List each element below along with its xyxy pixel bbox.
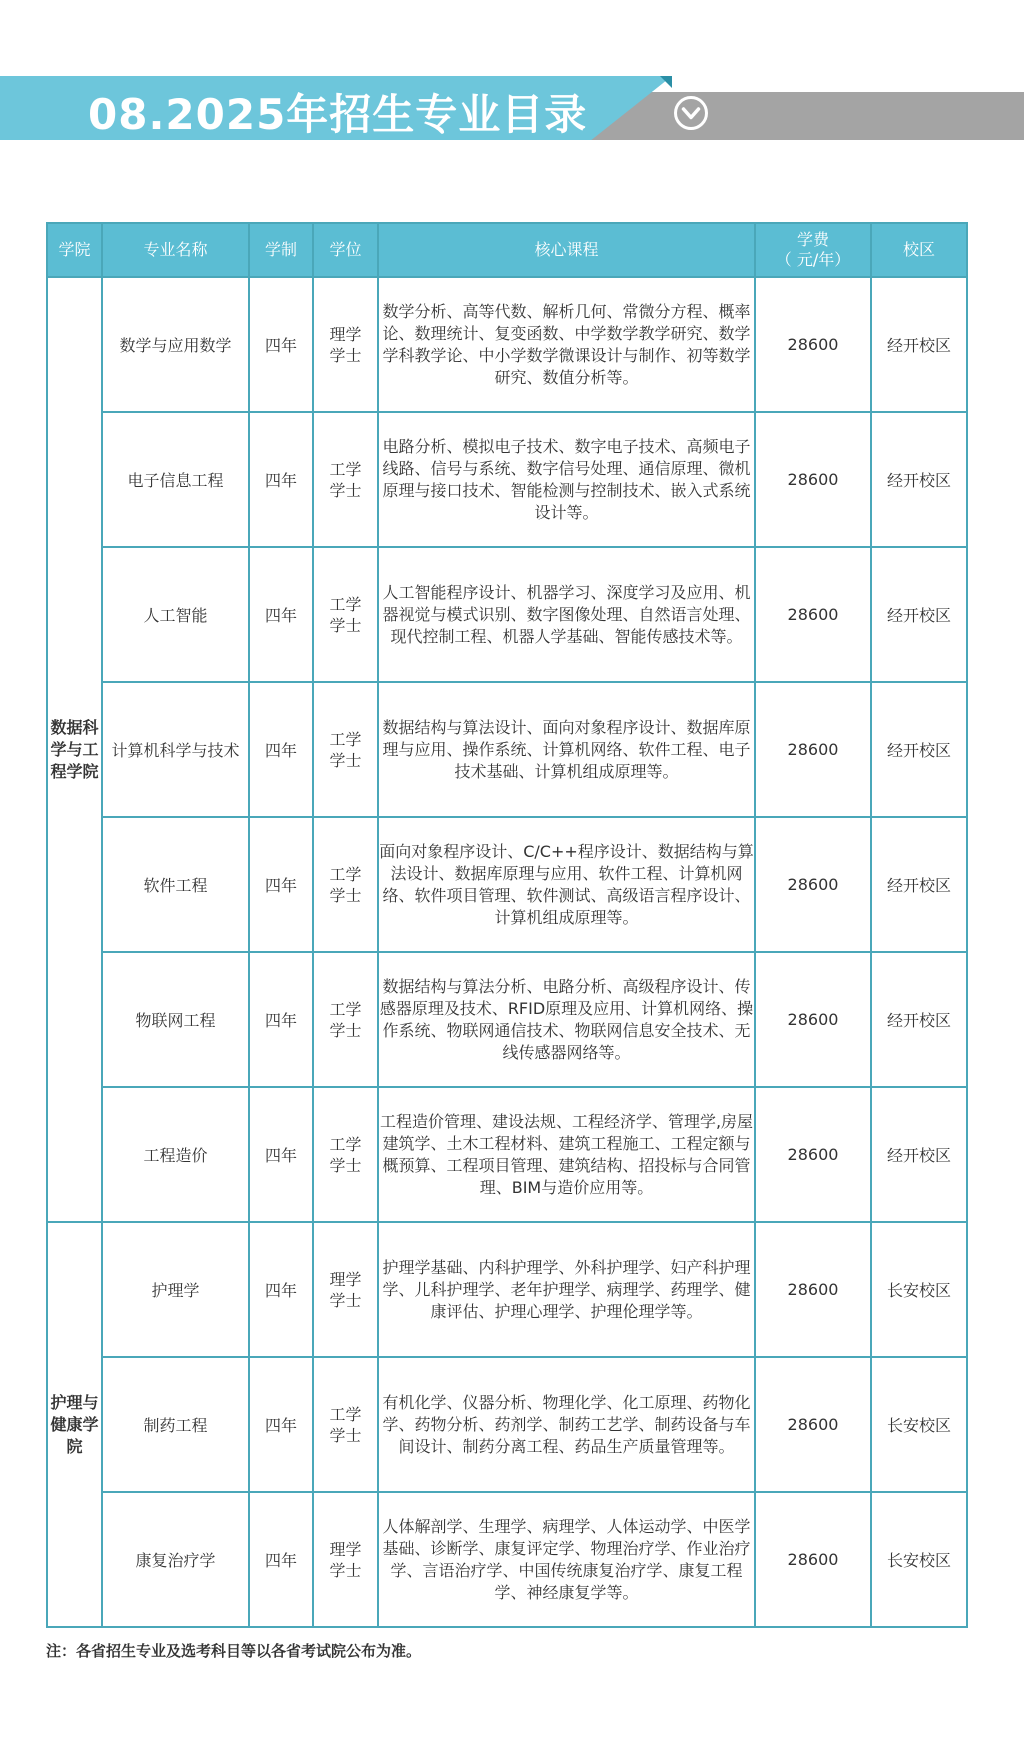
table-row bbox=[47, 1492, 967, 1627]
degree-level: 学士 bbox=[329, 750, 362, 770]
degree bbox=[313, 1492, 378, 1627]
table-header-row bbox=[47, 223, 967, 277]
campus: 经开校区 bbox=[871, 817, 967, 952]
header-tuition bbox=[755, 223, 871, 277]
header-campus: 校区 bbox=[871, 223, 967, 277]
duration: 四年 bbox=[249, 1357, 313, 1492]
campus: 长安校区 bbox=[871, 1492, 967, 1627]
campus: 长安校区 bbox=[871, 1357, 967, 1492]
duration: 四年 bbox=[249, 412, 313, 547]
degree-type: 理学 bbox=[329, 324, 362, 344]
degree-level: 学士 bbox=[329, 1155, 362, 1175]
tuition: 28600 bbox=[755, 1087, 871, 1222]
college-cell: 数据科学与工程学院 bbox=[47, 277, 102, 1222]
table-row bbox=[47, 817, 967, 952]
table-row bbox=[47, 1087, 967, 1222]
header-major: 专业名称 bbox=[102, 223, 249, 277]
duration: 四年 bbox=[249, 817, 313, 952]
degree bbox=[313, 682, 378, 817]
tuition: 28600 bbox=[755, 412, 871, 547]
degree-type: 理学 bbox=[329, 1269, 362, 1289]
degree-level: 学士 bbox=[329, 1560, 362, 1580]
degree bbox=[313, 547, 378, 682]
degree-type: 工学 bbox=[329, 864, 362, 884]
page-title: 08.2025年招生专业目录 bbox=[88, 90, 588, 139]
degree-type: 工学 bbox=[329, 459, 362, 479]
duration: 四年 bbox=[249, 277, 313, 412]
header-duration: 学制 bbox=[249, 223, 313, 277]
degree bbox=[313, 1357, 378, 1492]
degree-level: 学士 bbox=[329, 1290, 362, 1310]
duration: 四年 bbox=[249, 1492, 313, 1627]
core-courses: 有机化学、仪器分析、物理化学、化工原理、药物化学、药物分析、药剂学、制药工艺学、制药设备与车间设计、制药分离工程、药品生产质量管理等。 bbox=[378, 1357, 755, 1492]
tuition: 28600 bbox=[755, 682, 871, 817]
campus: 经开校区 bbox=[871, 682, 967, 817]
degree-level: 学士 bbox=[329, 1425, 362, 1445]
chevron-down-circle-icon bbox=[673, 95, 709, 131]
header-college: 学院 bbox=[47, 223, 102, 277]
header-tuition-line1: 学费 bbox=[796, 230, 829, 249]
header-degree: 学位 bbox=[313, 223, 378, 277]
table-row bbox=[47, 952, 967, 1087]
header-banner bbox=[0, 76, 1024, 141]
degree-level: 学士 bbox=[329, 345, 362, 365]
table-row bbox=[47, 547, 967, 682]
degree-level: 学士 bbox=[329, 615, 362, 635]
duration: 四年 bbox=[249, 682, 313, 817]
degree bbox=[313, 952, 378, 1087]
degree bbox=[313, 1087, 378, 1222]
core-courses: 数据结构与算法分析、电路分析、高级程序设计、传感器原理及技术、RFID原理及应用、计算机网络、操作系统、物联网通信技术、物联网信息安全技术、无线传感器网络等。 bbox=[378, 952, 755, 1087]
table-row bbox=[47, 277, 967, 412]
campus: 经开校区 bbox=[871, 952, 967, 1087]
degree-level: 学士 bbox=[329, 885, 362, 905]
degree-type: 工学 bbox=[329, 594, 362, 614]
tuition: 28600 bbox=[755, 547, 871, 682]
tuition: 28600 bbox=[755, 1357, 871, 1492]
college-cell: 护理与健康学院 bbox=[47, 1222, 102, 1627]
table-row bbox=[47, 682, 967, 817]
major-name: 软件工程 bbox=[102, 817, 249, 952]
degree bbox=[313, 1222, 378, 1357]
duration: 四年 bbox=[249, 547, 313, 682]
major-name: 人工智能 bbox=[102, 547, 249, 682]
table-row bbox=[47, 1357, 967, 1492]
table-row bbox=[47, 1222, 967, 1357]
campus: 经开校区 bbox=[871, 277, 967, 412]
duration: 四年 bbox=[249, 1087, 313, 1222]
duration: 四年 bbox=[249, 952, 313, 1087]
core-courses: 人体解剖学、生理学、病理学、人体运动学、中医学基础、诊断学、康复评定学、物理治疗学、作业治疗学、言语治疗学、中国传统康复治疗学、康复工程学、神经康复学等。 bbox=[378, 1492, 755, 1627]
major-name: 物联网工程 bbox=[102, 952, 249, 1087]
major-name: 电子信息工程 bbox=[102, 412, 249, 547]
core-courses: 护理学基础、内科护理学、外科护理学、妇产科护理学、儿科护理学、老年护理学、病理学、药理学、健康评估、护理心理学、护理伦理学等。 bbox=[378, 1222, 755, 1357]
campus: 经开校区 bbox=[871, 1087, 967, 1222]
header-tuition-line2: （ 元/年） bbox=[775, 250, 851, 269]
tuition: 28600 bbox=[755, 1222, 871, 1357]
degree bbox=[313, 277, 378, 412]
core-courses: 数学分析、高等代数、解析几何、常微分方程、概率论、数理统计、复变函数、中学数学教学研究、数学学科教学论、中小学数学微课设计与制作、初等数学研究、数值分析等。 bbox=[378, 277, 755, 412]
major-name: 计算机科学与技术 bbox=[102, 682, 249, 817]
footnote: 注：各省招生专业及选考科目等以各省考试院公布为准。 bbox=[46, 1642, 422, 1660]
degree-level: 学士 bbox=[329, 480, 362, 500]
degree-type: 工学 bbox=[329, 999, 362, 1019]
degree-level: 学士 bbox=[329, 1020, 362, 1040]
banner-gray-stripe bbox=[590, 92, 1024, 140]
tuition: 28600 bbox=[755, 1492, 871, 1627]
major-catalog-table bbox=[46, 222, 968, 1628]
table-row bbox=[47, 412, 967, 547]
tuition: 28600 bbox=[755, 817, 871, 952]
major-name: 制药工程 bbox=[102, 1357, 249, 1492]
major-name: 康复治疗学 bbox=[102, 1492, 249, 1627]
major-name: 工程造价 bbox=[102, 1087, 249, 1222]
degree bbox=[313, 412, 378, 547]
core-courses: 工程造价管理、建设法规、工程经济学、管理学,房屋建筑学、土木工程材料、建筑工程施工、工程定额与概预算、工程项目管理、建筑结构、招投标与合同管理、BIM与造价应用等。 bbox=[378, 1087, 755, 1222]
campus: 长安校区 bbox=[871, 1222, 967, 1357]
core-courses: 电路分析、模拟电子技术、数字电子技术、高频电子线路、信号与系统、数字信号处理、通信原理、微机原理与接口技术、智能检测与控制技术、嵌入式系统设计等。 bbox=[378, 412, 755, 547]
campus: 经开校区 bbox=[871, 547, 967, 682]
campus: 经开校区 bbox=[871, 412, 967, 547]
core-courses: 人工智能程序设计、机器学习、深度学习及应用、机器视觉与模式识别、数字图像处理、自然语言处理、现代控制工程、机器人学基础、智能传感技术等。 bbox=[378, 547, 755, 682]
degree-type: 工学 bbox=[329, 729, 362, 749]
major-name: 护理学 bbox=[102, 1222, 249, 1357]
degree bbox=[313, 817, 378, 952]
tuition: 28600 bbox=[755, 952, 871, 1087]
major-name: 数学与应用数学 bbox=[102, 277, 249, 412]
duration: 四年 bbox=[249, 1222, 313, 1357]
core-courses: 面向对象程序设计、C/C++程序设计、数据结构与算法设计、数据库原理与应用、软件工程、计算机网络、软件项目管理、软件测试、高级语言程序设计、计算机组成原理等。 bbox=[378, 817, 755, 952]
core-courses: 数据结构与算法设计、面向对象程序设计、数据库原理与应用、操作系统、计算机网络、软件工程、电子技术基础、计算机组成原理等。 bbox=[378, 682, 755, 817]
degree-type: 工学 bbox=[329, 1134, 362, 1154]
header-courses: 核心课程 bbox=[378, 223, 755, 277]
degree-type: 理学 bbox=[329, 1539, 362, 1559]
degree-type: 工学 bbox=[329, 1404, 362, 1424]
tuition: 28600 bbox=[755, 277, 871, 412]
